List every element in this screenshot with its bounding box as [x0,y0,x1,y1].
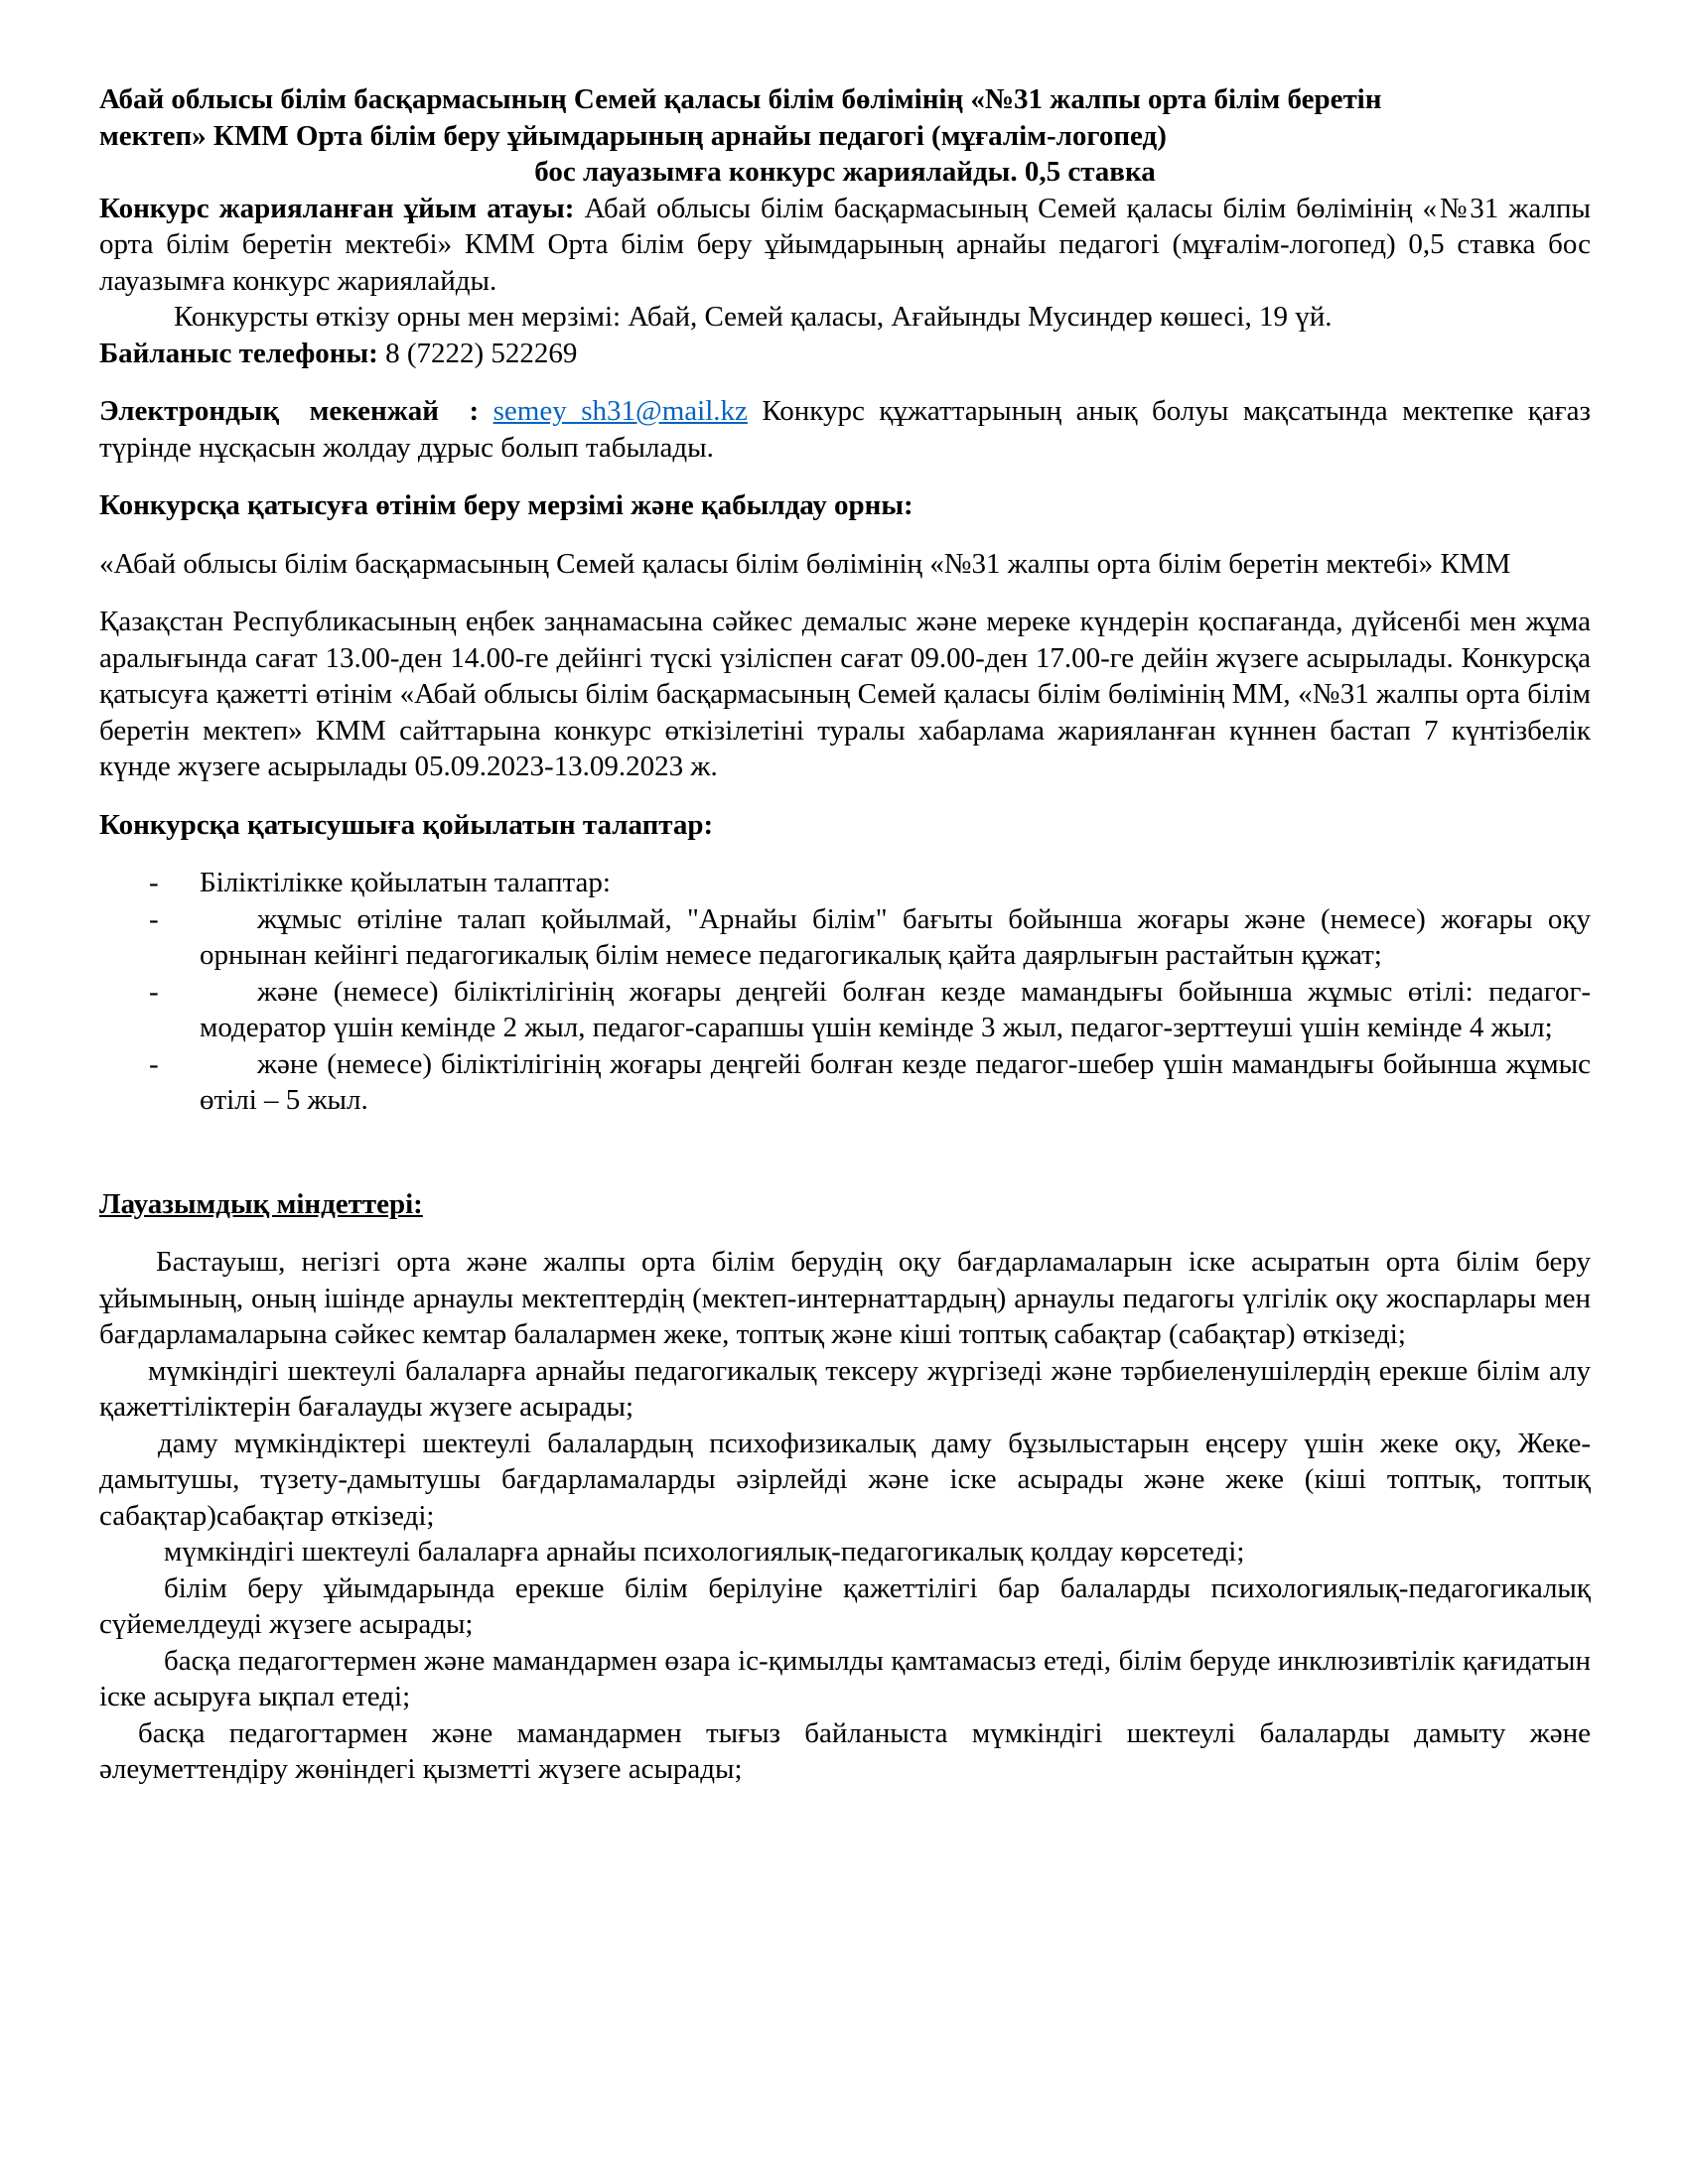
list-item: - және (немесе) біліктілігінің жоғары деңгейі болған кезде педагог-шебер үшін мамандығы бойынша жұмыс өтілі – 5 жыл. [149,1047,1591,1116]
phone-paragraph [99,336,1591,372]
requirements-list [99,865,1591,1119]
email-label: Электрондық мекенжай : [99,395,480,427]
document-page [99,81,1591,1788]
organization-text: Абай облысы білім басқармасының Семей қаласы білім бөлімінің «№31 жалпы орта білім беретін мектебі» КММ Орта білім беру ұйымдарының арнайы педагогі (мұғалім-логопед) 0,5 ставка бос лауазымға конкурс жариялайды. [99,192,1591,297]
list-item: даму мүмкіндіктері шектеулі балалардың психофизикалық даму бұзылыстарын еңсеру үшін жеке оқу, Жеке-дамытушы, түзету-дамытушы бағдарламаларды әзірлейді және іске асырады және жеке (кіші топтық, топтық сабақтар)сабақтар өткізеді; [99,1427,1591,1532]
list-item: Бастауыш, негізгі орта және жалпы орта білім берудің оқу бағдарламаларын іске асыратын орта білім беру ұйымының, оның ішінде арнаулы мектептердің (мектеп-интернаттардың) арнаулы педагогы үлгілік оқу жоспарлары мен бағдарламаларына сәйкес кемтар балалармен жеке, топтық және кіші топтық сабақтар (сабақтар) өткізеді; [99,1246,1591,1350]
title-line-2: мектеп» КММ Орта білім беру ұйымдарының арнайы педагогі (мұғалім-логопед) [99,119,1167,152]
application-schedule: Қазақстан Республикасының еңбек заңнамасына сәйкес демалыс және мереке күндерін қоспағанда, дүйсенбі мен жұма аралығында сағат 13.00-ден 14.00-ге дейінгі түскі үзіліспен сағат 09.00-ден 17.00-ге дейін жүзеге асырылады. Конкурсқа қатысуға қажетті өтінім «Абай облысы білім басқармасының Семей қаласы білім бөлімінің ММ, «№31 жалпы орта білім беретін мектеп» КММ сайттарына конкурс өткізілетіні туралы хабарлама жарияланған күннен бастап 7 күнтізбелік күнде жүзеге асырылады 05.09.2023-13.09.2023 ж. [99,606,1591,782]
list-item: білім беру ұйымдарында ерекше білім берілуіне қажеттілігі бар балаларды психологиялық-педагогикалық сүйемелдеуді жүзеге асырады; [99,1571,1591,1640]
location-paragraph: Конкурсты өткізу орны мен мерзімі: Абай, Семей қаласы, Ағайынды Мусиндер көшесі, 19 үй. [174,301,1333,333]
email-text: Конкурс құжаттарының анық болуы мақсатында мектепке қағаз түрінде нұсқасын жолдау дұрыс болып табылады. [99,395,1591,464]
title-line-3: бос лауазымға конкурс жариялайды. 0,5 ставка [534,156,1156,188]
email-paragraph [99,393,1591,466]
duties-heading: Лауазымдық міндеттері: [99,1187,423,1220]
email-link[interactable]: semey_sh31@mail.kz [492,395,748,427]
list-item: мүмкіндігі шектеулі балаларға арнайы педагогикалық тексеру жүргізеді және тәрбиеленушілердің ерекше білім алу қажеттіліктерін бағалауды жүзеге асырады; [99,1354,1591,1423]
phone-label: Байланыс телефоны: [99,337,378,369]
list-item: басқа педагогтармен және мамандармен тығыз байланыста мүмкіндігі шектеулі балаларды дамыту және әлеуметтендіру жөніндегі қызметті жүзеге асырады; [99,1716,1591,1785]
list-item: - жұмыс өтіліне талап қойылмай, "Арнайы білім" бағыты бойынша жоғары және (немесе) жоғары оқу орнынан кейінгі педагогикалық білім немесе педагогикалық қайта даярлығын растайтын құжат; [149,902,1591,971]
list-item: мүмкіндігі шектеулі балаларға арнайы психологиялық-педагогикалық қолдау көрсетеді; [164,1536,1245,1568]
organization-paragraph [99,191,1591,300]
phone-value: 8 (7222) 522269 [377,337,578,369]
requirements-heading: Конкурсқа қатысушыға қойылатын талаптар: [99,808,714,841]
document-title [99,81,1591,191]
list-item: басқа педагогтермен және мамандармен өзара іс-қимылды қамтамасыз етеді, білім беруде инклюзивтілік қағидатын іске асыруға ықпал етеді; [99,1644,1591,1712]
duties-list [99,1244,1591,1788]
application-place: «Абай облысы білім басқармасының Семей қаласы білім бөлімінің «№31 жалпы орта білім беретін мектебі» КММ [99,547,1511,580]
title-line-1: Абай облысы білім басқармасының Семей қаласы білім бөлімінің «№31 жалпы орта білім беретін [99,83,1382,115]
organization-label: Конкурс жарияланған ұйым атауы: [99,192,575,224]
list-item: - Біліктілікке қойылатын талаптар: [149,867,611,898]
application-heading: Конкурсқа қатысуға өтінім беру мерзімі және қабылдау орны: [99,489,914,521]
list-item: - және (немесе) біліктілігінің жоғары деңгейі болған кезде мамандығы бойынша жұмыс өтілі: педагог-модератор үшін кемінде 2 жыл, педагог-сарапшы үшін кемінде 3 жыл, педагог-зерттеуші үшін кемінде 4 жыл; [149,975,1591,1043]
